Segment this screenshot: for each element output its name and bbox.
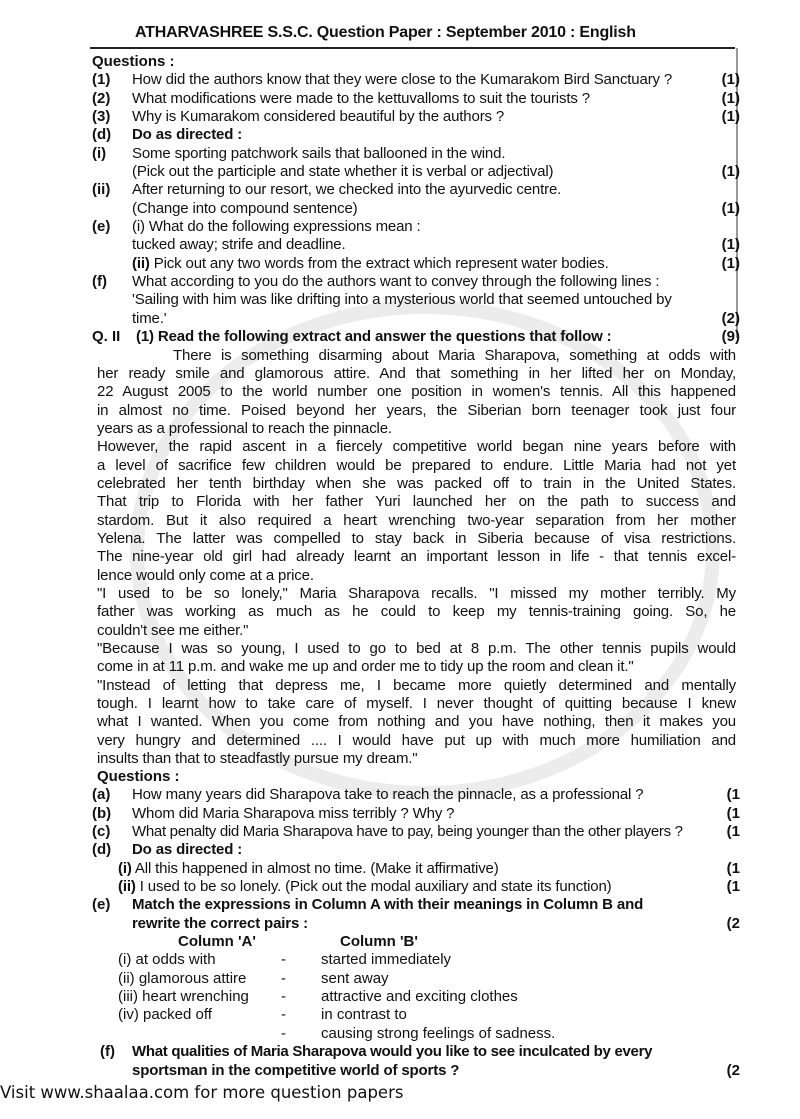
question-f [92, 1043, 740, 1061]
question-instruction: (Change into compound sentence) [132, 199, 358, 217]
passage-text: what I wanted. When you come from nothing and you have nothing, then it makes you [97, 713, 736, 731]
quote-text: 'Sailing with him was like drifting into a mysterious world that seemed untouched by [132, 291, 672, 309]
match-row [92, 951, 740, 969]
part2-heading [92, 328, 740, 346]
question-label: (d) [92, 126, 112, 144]
question-text: What according to you do the authors want to convey through the following lines : [132, 273, 660, 291]
match-row [92, 1006, 740, 1024]
passage-line [92, 750, 740, 768]
passage-line [92, 695, 740, 713]
question-mark: (1) [721, 108, 740, 126]
quote-text: time.' [132, 309, 167, 327]
question-f-quote-end [92, 310, 740, 328]
question-label: (c) [92, 823, 111, 841]
passage-line [92, 347, 740, 365]
column-b-header: Column 'B' [340, 933, 418, 951]
passage-text: her ready smile and glamorous attire. And that something in her lifted her on Monday, [97, 364, 736, 382]
question-d-ii-instruction [92, 200, 740, 218]
question-mark: (1 [726, 823, 740, 841]
passage-line [92, 713, 740, 731]
part1-questions [92, 53, 740, 768]
passage-text: a level of sacrifice few children would be prepared to endure. Little Maria had not yet [97, 456, 736, 474]
question-e-ii [92, 255, 740, 273]
question-label: (f) [92, 273, 107, 291]
column-b-item: in contrast to [321, 1006, 407, 1024]
passage-line [92, 457, 740, 475]
column-a-header: Column 'A' [178, 933, 256, 951]
question-text: I used to be so lonely. (Pick out the modal auxiliary and state its function) [135, 878, 612, 896]
passage-text: Yelena. The latter was compelled to stay back in Siberia because of visa restrictions. [97, 529, 736, 547]
question-label: (2) [92, 89, 111, 107]
question-mark: (1) [721, 236, 740, 254]
question-mark: (2 [726, 914, 740, 932]
question-e [92, 896, 740, 914]
passage-line [92, 567, 740, 585]
passage-line [92, 475, 740, 493]
section-mark: (9) [721, 328, 740, 346]
passage-line [92, 585, 740, 603]
question-text: (i) What do the following expressions mean : [132, 218, 421, 236]
match-row [92, 970, 740, 988]
match-table [92, 951, 740, 1043]
match-table-header [92, 933, 740, 951]
passage-text: That trip to Florida with her father Yuri launched her on the path to success and [97, 493, 736, 511]
column-a-item: (i) at odds with [118, 951, 216, 969]
question-mark: (1) [721, 254, 740, 272]
passage-line [92, 658, 740, 676]
questions-heading: Questions : [92, 53, 175, 70]
reading-passage [92, 347, 740, 769]
question-2 [92, 90, 740, 108]
column-b-item: attractive and exciting clothes [321, 988, 518, 1006]
question-text: What penalty did Maria Sharapova have to pay, being younger than the other players ? [132, 823, 683, 841]
question-label: (ii) [92, 181, 111, 199]
footer-link[interactable]: Visit www.shaalaa.com for more question papers [0, 1083, 404, 1102]
passage-text: However, the rapid ascent in a fiercely competitive world began nine years before with [97, 438, 736, 456]
question-label: (1) [92, 71, 111, 89]
question-label: (e) [92, 218, 111, 236]
passage-text: couldn't see me either." [97, 621, 249, 639]
passage-line [92, 493, 740, 511]
question-label: (a) [92, 786, 111, 804]
passage-text: come in at 11 p.m. and wake me up and order me to tidy up the room and clean it." [97, 658, 634, 676]
question-label: (i) [118, 859, 132, 877]
question-label: (f) [100, 1043, 115, 1061]
question-d [92, 841, 740, 859]
question-label: (3) [92, 108, 111, 126]
passage-line [92, 383, 740, 401]
passage-text: in almost no time. Poised beyond her years, the Siberian born teenager took just four [97, 401, 736, 419]
question-text: How many years did Sharapova take to reach the pinnacle, as a professional ? [132, 786, 644, 804]
question-mark: (1 [726, 878, 740, 896]
question-mark: (1) [721, 71, 740, 89]
question-mark: (2 [726, 1061, 740, 1079]
column-b-item: started immediately [321, 951, 452, 969]
passage-line [92, 420, 740, 438]
question-text: Match the expressions in Column A with their meanings in Column B and [132, 896, 644, 914]
question-text: Why is Kumarakom considered beautiful by the authors ? [132, 108, 505, 126]
passage-text: years as a professional to reach the pinnacle. [97, 419, 392, 437]
question-f [92, 273, 740, 291]
passage-text: stardom. But it also required a heart wrenching two-year separation from her mother [97, 511, 736, 529]
question-d-ii [92, 181, 740, 199]
question-label: (d) [92, 841, 112, 859]
passage-line [92, 640, 740, 658]
questions-heading: Questions : [97, 768, 180, 785]
question-mark: (2) [721, 309, 740, 327]
question-e [92, 218, 740, 236]
question-f-line2 [92, 1062, 740, 1080]
question-text: How did the authors know that they were close to the Kumarakom Bird Sanctuary ? [132, 71, 673, 89]
header-divider [90, 47, 735, 49]
question-text: Some sporting patchwork sails that ballooned in the wind. [132, 144, 506, 162]
passage-text: tough. I learnt how to take care of myself. I never thought of quitting because I knew [97, 695, 736, 713]
passage-line [92, 622, 740, 640]
question-1 [92, 71, 740, 89]
question-text: rewrite the correct pairs : [132, 914, 309, 932]
section-label: Q. II [92, 328, 121, 346]
passage-line [92, 402, 740, 420]
question-mark: (1 [726, 786, 740, 804]
question-e-line2 [92, 915, 740, 933]
passage-text: celebrated her tenth birthday when she was packed off to train in the United States. [97, 474, 736, 492]
passage-line [92, 365, 740, 383]
passage-line [92, 677, 740, 695]
question-label: (e) [92, 896, 111, 914]
question-label: (ii) [132, 254, 150, 272]
question-text: After returning to our resort, we checked into the ayurvedic centre. [132, 181, 562, 199]
question-c [92, 823, 740, 841]
passage-line [92, 548, 740, 566]
match-row [92, 1025, 740, 1043]
passage-line [92, 438, 740, 456]
question-a [92, 786, 740, 804]
passage-text: lence would only come at a price. [97, 566, 314, 584]
dash-separator: - [281, 969, 286, 987]
match-row [92, 988, 740, 1006]
passage-text: "Instead of letting that depress me, I became more quietly determined and mentally [97, 676, 736, 694]
question-text: Pick out any two words from the extract which represent water bodies. [149, 254, 609, 272]
question-text: Do as directed : [132, 841, 243, 859]
passage-line [92, 512, 740, 530]
question-mark: (1) [721, 163, 740, 181]
passage-line [92, 603, 740, 621]
passage-line [92, 530, 740, 548]
question-text: Do as directed : [132, 126, 243, 144]
passage-text: "Because I was so young, I used to go to bed at 8 p.m. The other tennis pupils would [97, 640, 736, 657]
question-instruction: (Pick out the participle and state whether it is verbal or adjectival) [132, 163, 554, 181]
question-text: sportsman in the competitive world of sports ? [132, 1061, 460, 1079]
column-b-item: sent away [321, 969, 389, 987]
dash-separator: - [281, 1006, 286, 1024]
passage-line [92, 732, 740, 750]
question-mark: (1) [721, 89, 740, 107]
question-mark: (1 [726, 804, 740, 822]
question-d-i [92, 860, 740, 878]
page-title: ATHARVASHREE S.S.C. Question Paper : September 2010 : English [135, 24, 636, 41]
question-3 [92, 108, 740, 126]
question-text: What modifications were made to the kettuvalloms to suit the tourists ? [132, 89, 590, 107]
column-b-item: causing strong feelings of sadness. [321, 1024, 556, 1042]
passage-text: There is something disarming about Maria Sharapova, something at odds with [173, 346, 736, 364]
question-d-i-instruction [92, 163, 740, 181]
section-instruction: (1) Read the following extract and answer the questions that follow : [136, 328, 612, 346]
question-text: tucked away; strife and deadline. [132, 236, 346, 254]
question-d-i [92, 145, 740, 163]
question-label: (b) [92, 804, 112, 822]
passage-text: 22 August 2005 to the world number one position in women's tennis. All this happened [97, 383, 736, 401]
question-d-ii [92, 878, 740, 896]
question-label: (ii) [118, 878, 136, 896]
question-label: (i) [92, 144, 107, 162]
question-text: What qualities of Maria Sharapova would you like to see inculcated by every [132, 1043, 653, 1061]
passage-text: father was working as much as he could to keep my tennis-training going. So, he [97, 603, 736, 621]
question-text: Whom did Maria Sharapova miss terribly ? Why ? [132, 804, 455, 822]
question-d [92, 126, 740, 144]
passage-text: very hungry and determined .... I would have put up with much more humiliation and [97, 731, 736, 749]
column-a-item: (iv) packed off [118, 1006, 212, 1024]
column-a-item: (ii) glamorous attire [118, 969, 247, 987]
question-f-quote [92, 291, 740, 309]
question-b [92, 805, 740, 823]
question-text: All this happened in almost no time. (Make it affirmative) [131, 859, 499, 877]
dash-separator: - [281, 951, 286, 969]
part2-questions [92, 768, 740, 1080]
question-mark: (1) [721, 199, 740, 217]
dash-separator: - [281, 988, 286, 1006]
passage-text: insults than that to steadfastly pursue my dream." [97, 750, 418, 768]
column-a-item: (iii) heart wrenching [118, 988, 249, 1006]
passage-text: The nine-year old girl had already learnt an important lesson in life - that tennis excel- [97, 548, 736, 566]
question-e-line2 [92, 236, 740, 254]
passage-text: "I used to be so lonely," Maria Sharapova recalls. "I missed my mother terribly. My [97, 584, 736, 602]
question-mark: (1 [726, 859, 740, 877]
dash-separator: - [281, 1024, 286, 1042]
